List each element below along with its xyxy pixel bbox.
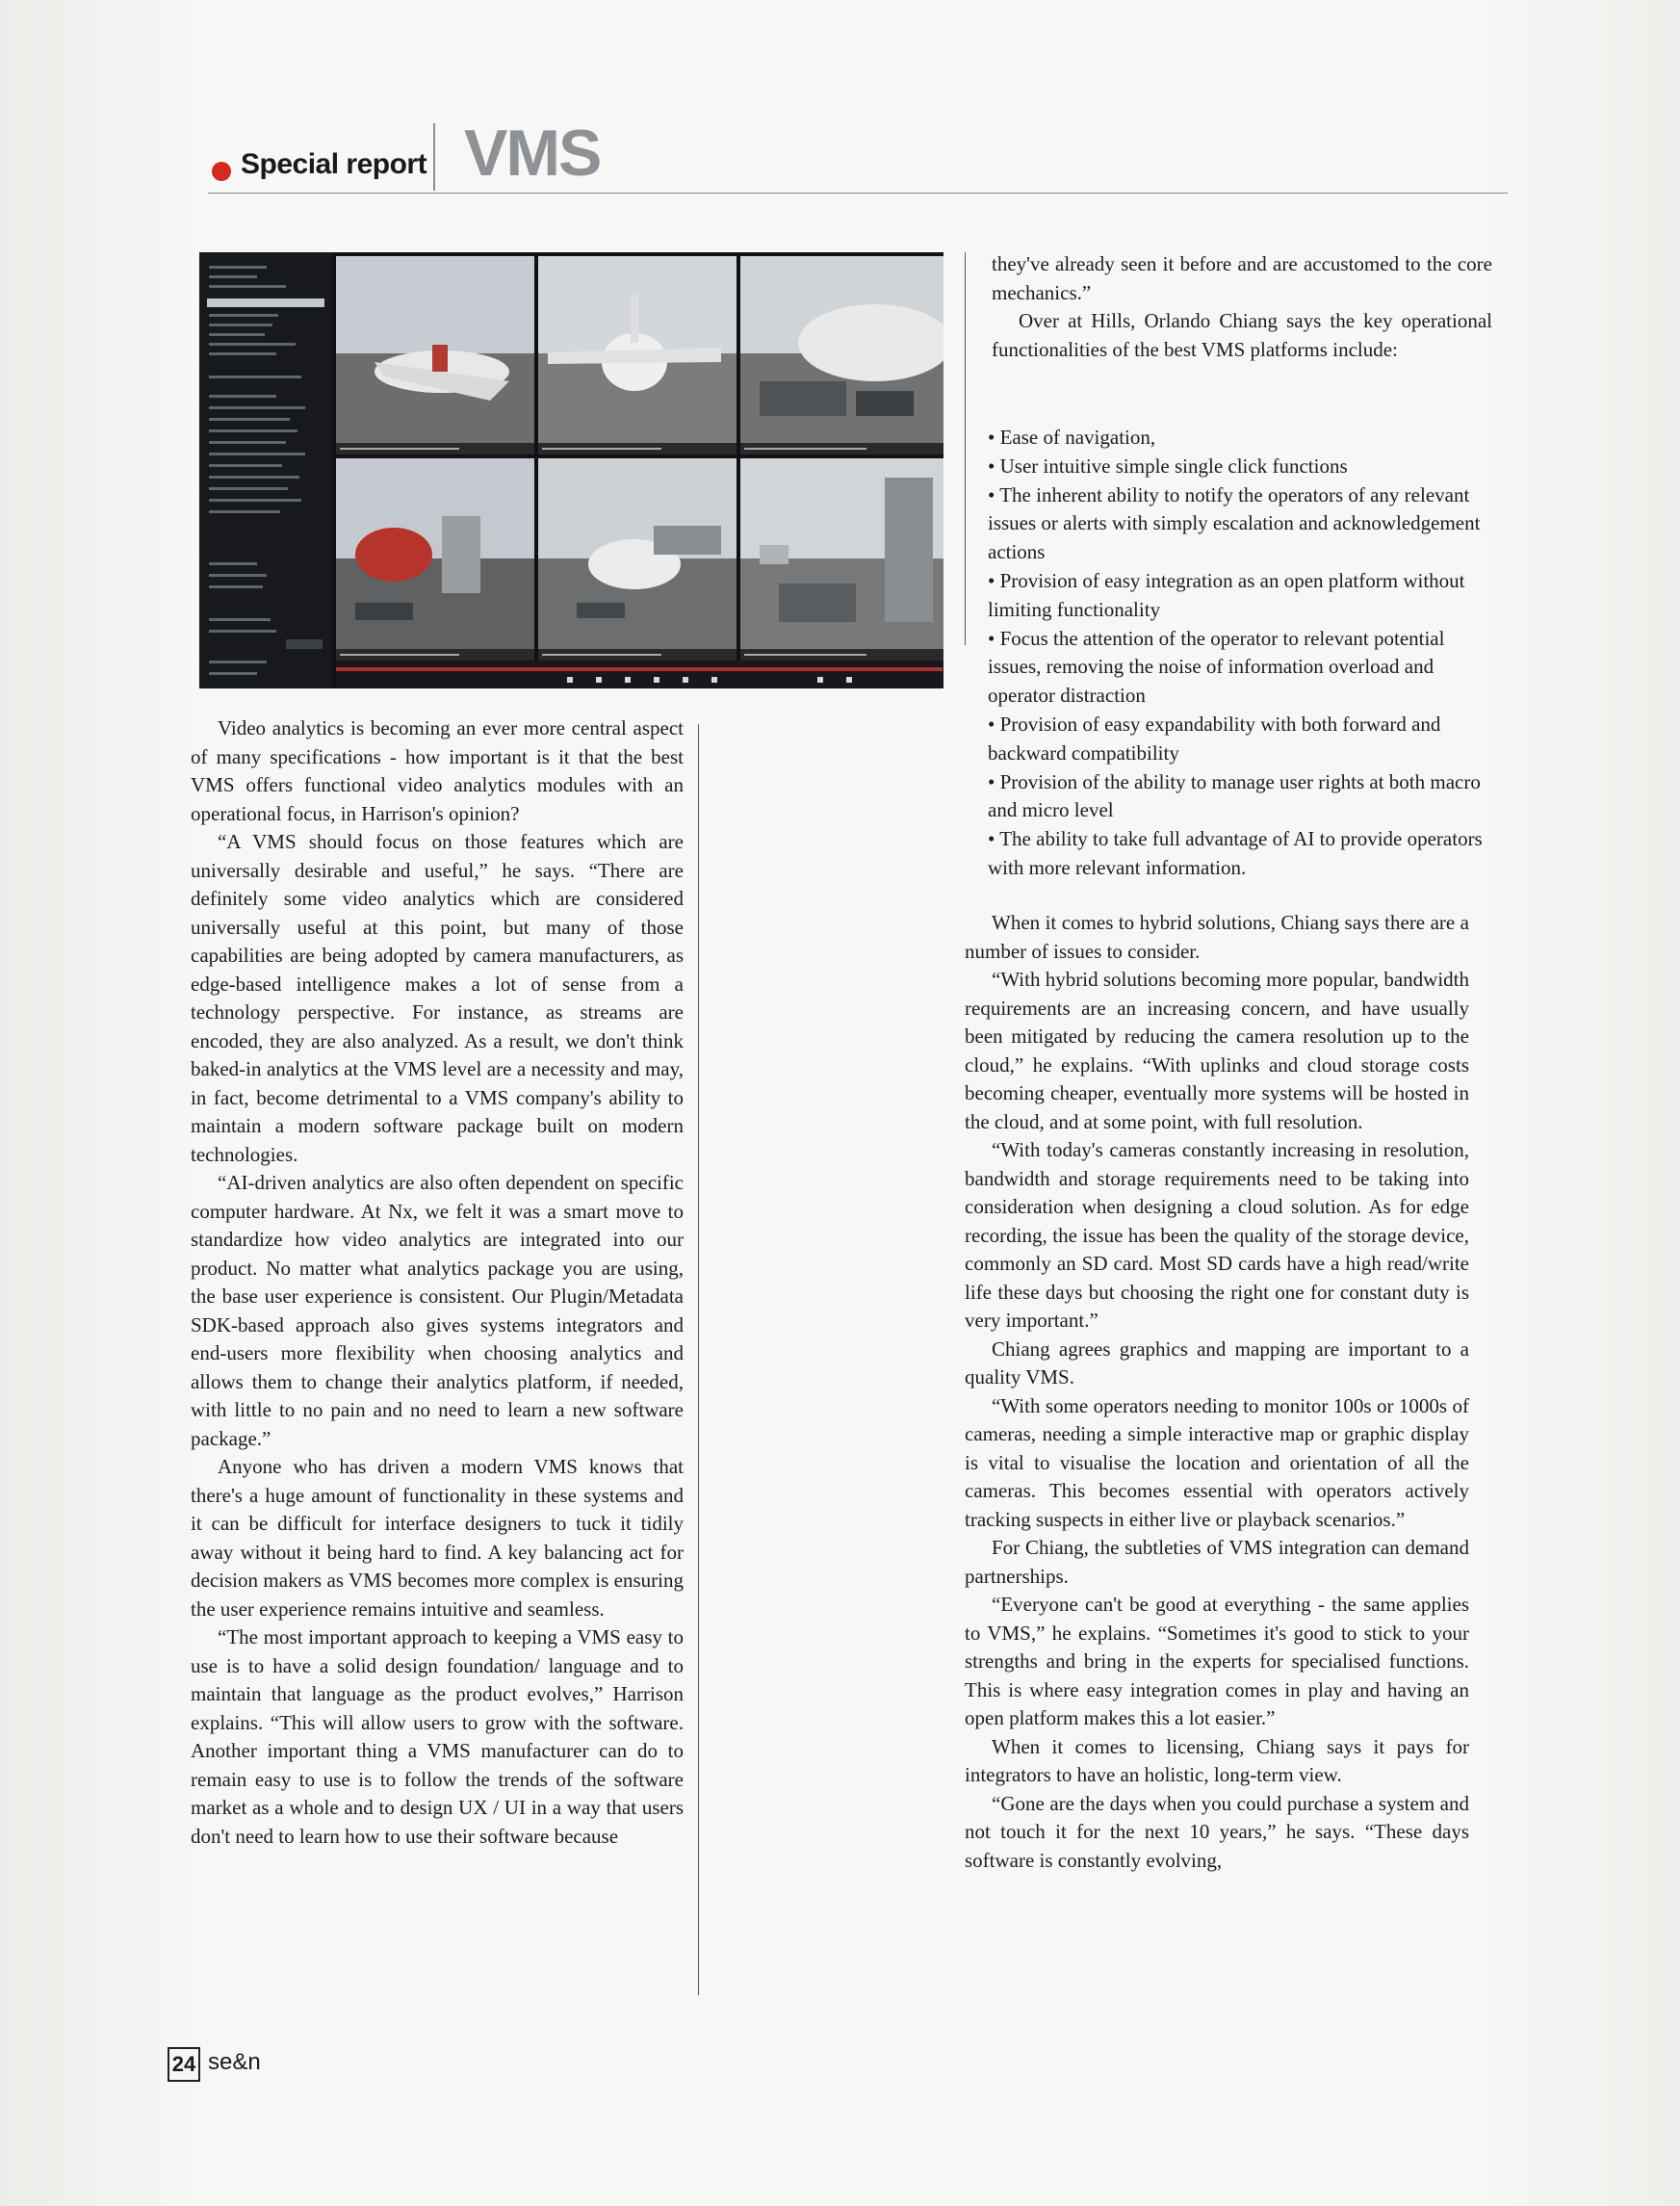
paragraph: Chiang agrees graphics and mapping are important to a quality VMS. [965, 1337, 1469, 1388]
paragraph: “Everyone can't be good at everything - the same applies to VMS,” he explains. “Sometimes it's good to stick to your strengths and bring in the experts for specialised functions. This is where easy integration comes in play and having an open platform makes this a lot easier.” [965, 1593, 1469, 1729]
selected-camera-highlight [207, 298, 324, 307]
paragraph: “With today's cameras constantly increasing in resolution, bandwidth and storage requirements need to be taking into consideration when designing a cloud solution. As for edge recording, the issue has been the quality of the storage device, commonly an SD card. Most SD cards have a high read/write life these days but choosing the right one for constant duty is very important.” [965, 1138, 1469, 1332]
paragraph: Video analytics is becoming an ever more central aspect of many specifications - how important is it that the best VMS offers functional video analytics modules with an operational focus, in Harrison's opinion? [191, 716, 684, 825]
list-item: • The ability to take full advantage of AI to provide operators with more relevant information. [988, 827, 1483, 879]
camera-view-6 [740, 458, 943, 661]
paragraph: When it comes to hybrid solutions, Chiang says there are a number of issues to consider. [965, 911, 1469, 963]
column-divider-right [965, 252, 966, 645]
vms-software-screenshot [199, 252, 943, 688]
section-bullet-icon [212, 162, 231, 181]
header-rule [208, 193, 1508, 194]
topic-title: VMS [464, 117, 601, 190]
paragraph: they've already seen it before and are accustomed to the core mechanics.” [992, 252, 1492, 304]
paragraph: “A VMS should focus on those features which are universally desirable and useful,” he says. “There are definitely some video analytics which are considered universally useful at this point, but many of those capabilities are being adopted by camera manufacturers, as edge-based intelligence makes a lot of sense from a technology perspective. For instance, as streams are encoded, they are also analyzed. As a result, we don't think baked-in analytics at the VMS level are a necessity and may, in fact, become detrimental to a VMS company's ability to maintain a modern software package built on modern technologies. [191, 830, 684, 1166]
list-item: • Provision of the ability to manage user rights at both macro and micro level [988, 769, 1481, 822]
camera-view-2 [538, 256, 737, 454]
list-item: • User intuitive simple single click functions [988, 454, 1348, 478]
page-header [208, 114, 1508, 196]
list-item: • Focus the attention of the operator to relevant potential issues, removing the noise of information overload and operator distraction [988, 626, 1445, 708]
paragraph: “Gone are the days when you could purchase a system and not touch it for the next 10 years,” he says. “These days software is constantly evolving, [965, 1791, 1469, 1872]
page-number: 24 [168, 2047, 200, 2082]
list-item: • The inherent ability to notify the operators of any relevant issues or alerts with simply escalation and acknowledgement actions [988, 482, 1481, 564]
list-item: • Provision of easy expandability with both forward and backward compatibility [988, 712, 1441, 765]
camera-view-4 [336, 458, 534, 661]
header-divider [433, 123, 435, 191]
right-column-bottom [965, 909, 1469, 1875]
section-label: Special report [241, 148, 427, 180]
camera-view-1 [336, 256, 534, 454]
paragraph: When it comes to licensing, Chiang says it pays for integrators to have an holistic, long-term view. [965, 1734, 1469, 1786]
paragraph: “AI-driven analytics are also often dependent on specific computer hardware. At Nx, we felt it was a smart move to standardize how video analytics are integrated into our product. No matter what analytics package you are using, the base user experience is consistent. Our Plugin/Metadata SDK-based approach also gives systems integrators and end-users more flexibility when choosing analytics and allows them to change their analytics platform, if needed, with little to no pain and no need to learn a new software package.” [191, 1171, 684, 1450]
camera-view-5 [538, 458, 737, 661]
playback-timeline [336, 661, 943, 688]
list-item: • Ease of navigation, [988, 426, 1156, 449]
paragraph: Over at Hills, Orlando Chiang says the key operational functionalities of the best VMS platforms include: [992, 309, 1492, 361]
column-divider-left [698, 724, 699, 1995]
paragraph: “With some operators needing to monitor 100s or 1000s of cameras, needing a simple interactive map or graphic display is vital to visualise the location and orientation of all the cameras. This becomes essential with operators actively tracking suspects in either live or playback scenarios.” [965, 1393, 1469, 1531]
right-column-top [992, 250, 1492, 364]
camera-view-3 [740, 256, 943, 454]
paragraph: “With hybrid solutions becoming more popular, bandwidth requirements are an increasing concern, and have usually been mitigated by reducing the camera resolution up to the cloud,” he explains. “With uplinks and cloud storage costs becoming cheaper, eventually more systems will be hosted in the cloud, and at some point, with full resolution. [965, 968, 1469, 1133]
camera-tree-panel [199, 252, 332, 688]
paragraph: “The most important approach to keeping a VMS easy to use is to have a solid design foundation/ language and to maintain that language as the product evolves,” Harrison explains. “This will allow users to grow with the software. Another important thing a VMS manufacturer can do to remain easy to use is to follow the trends of the software market as a whole and to design UX / UI in a way that users don't need to learn how to use their software because [191, 1625, 684, 1848]
list-item: • Provision of easy integration as an open platform without limiting functionality [988, 568, 1465, 621]
feature-bullet-list [988, 424, 1498, 883]
paragraph: For Chiang, the subtleties of VMS integration can demand partnerships. [965, 1536, 1469, 1588]
left-column [191, 714, 684, 1851]
camera-grid [336, 256, 943, 661]
search-button-graphic [286, 639, 323, 649]
paragraph: Anyone who has driven a modern VMS knows that there's a huge amount of functionality in these systems and it can be difficult for interface designers to tuck it tidily away without it being hard to find. A key balancing act for decision makers as VMS becomes more complex is ensuring the user experience remains intuitive and seamless. [191, 1455, 684, 1621]
magazine-name: se&n [208, 2049, 261, 2075]
